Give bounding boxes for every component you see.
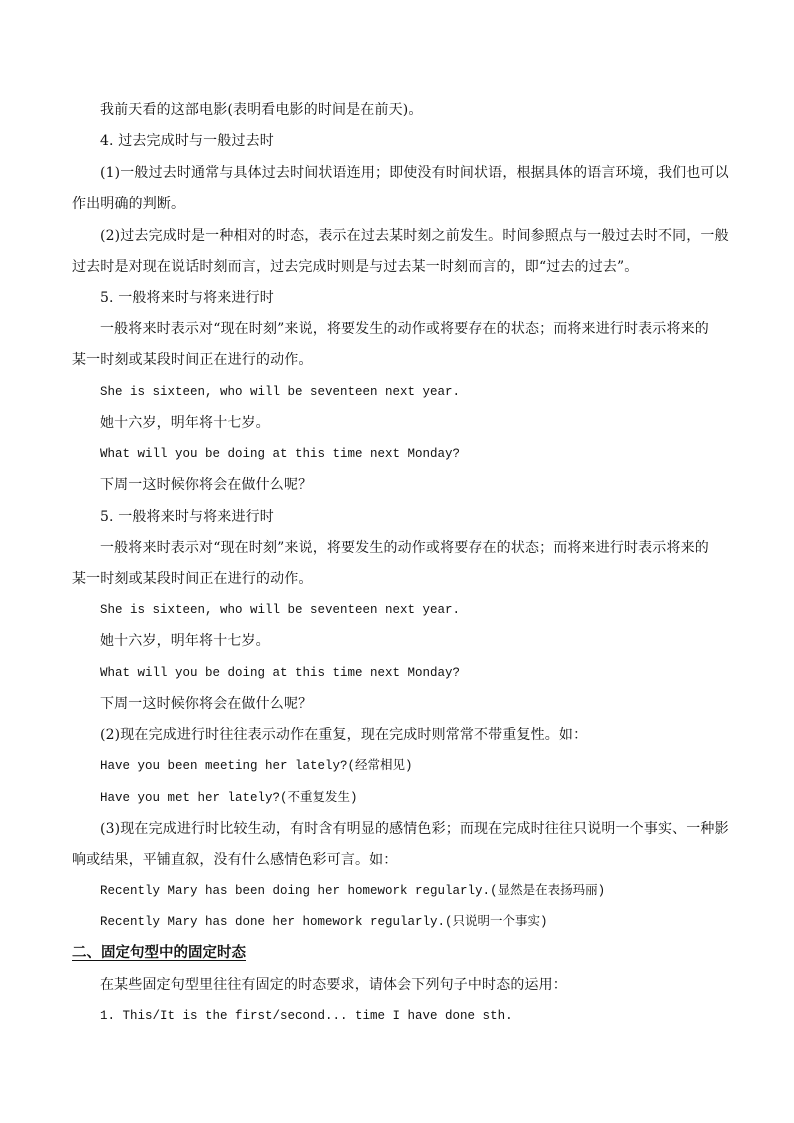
heading-past-perfect-vs-simple-past: 4. 过去完成时与一般过去时 [100, 133, 274, 149]
heading-future-vs-future-continuous: 5. 一般将来时与将来进行时 [100, 290, 274, 306]
paragraph-past-perfect-note-line1: (2)过去完成时是一种相对的时态，表示在过去某时刻之前发生。时间参照点与一般过去时不同，一般 [100, 228, 729, 244]
example-sentence-english: Recently Mary has done her homework regularly.(只说明一个事实) [100, 915, 548, 929]
example-sentence-chinese: 她十六岁，明年将十七岁。 [100, 633, 270, 649]
paragraph-movie-example: 我前天看的这部电影(表明看电影的时间是在前天)。 [100, 102, 423, 118]
paragraph-simple-past-note-line2: 作出明确的判断。 [72, 196, 186, 212]
heading-future-vs-future-continuous-repeat: 5. 一般将来时与将来进行时 [100, 509, 274, 525]
paragraph-present-perfect-continuous-note: (2)现在完成进行时往往表示动作在重复，现在完成时则常常不带重复性。如： [100, 727, 588, 743]
example-sentence-english: She is sixteen, who will be seventeen next year. [100, 603, 461, 617]
paragraph-future-note-line1: 一般将来时表示对“现在时刻”来说，将要发生的动作或将要存在的状态；而将来进行时表示将来的 [100, 321, 709, 337]
example-sentence-chinese: 下周一这时候你将会在做什么呢？ [100, 477, 313, 493]
example-sentence-english: Have you met her lately?(不重复发生) [100, 791, 358, 805]
paragraph-fixed-tense-intro: 在某些固定句型里往往有固定的时态要求，请体会下列句子中时态的运用： [100, 977, 567, 993]
example-sentence-english: Recently Mary has been doing her homework regularly.(显然是在表扬玛丽) [100, 884, 606, 898]
example-sentence-english: Have you been meeting her lately?(经常相见) [100, 759, 413, 773]
paragraph-emotional-color-note-line1: (3)现在完成进行时比较生动，有时含有明显的感情色彩；而现在完成时往往只说明一个事实、一种影 [100, 821, 729, 837]
example-sentence-chinese: 她十六岁，明年将十七岁。 [100, 415, 270, 431]
pattern-sentence: 1. This/It is the first/second... time I have done sth. [100, 1009, 513, 1023]
paragraph-future-note-line1: 一般将来时表示对“现在时刻”来说，将要发生的动作或将要存在的状态；而将来进行时表示将来的 [100, 540, 709, 556]
example-sentence-english: What will you be doing at this time next Monday? [100, 666, 461, 680]
paragraph-future-note-line2: 某一时刻或某段时间正在进行的动作。 [72, 352, 313, 368]
paragraph-emotional-color-note-line2: 响或结果，平铺直叙，没有什么感情色彩可言。如： [72, 852, 398, 868]
section-heading-fixed-tenses: 二、固定句型中的固定时态 [72, 944, 246, 961]
example-sentence-chinese: 下周一这时候你将会在做什么呢？ [100, 696, 313, 712]
paragraph-past-perfect-note-line2: 过去时是对现在说话时刻而言，过去完成时则是与过去某一时刻而言的，即“过去的过去”。 [72, 259, 639, 275]
example-sentence-english: She is sixteen, who will be seventeen next year. [100, 385, 461, 399]
paragraph-simple-past-note-line1: (1)一般过去时通常与具体过去时间状语连用；即使没有时间状语，根据具体的语言环境，我们也可以 [100, 165, 729, 181]
example-sentence-english: What will you be doing at this time next Monday? [100, 447, 461, 461]
paragraph-future-note-line2: 某一时刻或某段时间正在进行的动作。 [72, 571, 313, 587]
